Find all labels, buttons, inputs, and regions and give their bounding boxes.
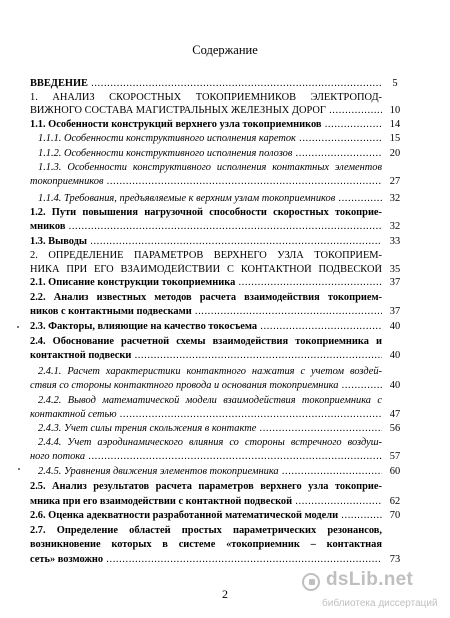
toc-entry-text: контактной подвески ..... [30, 350, 382, 362]
toc-entry-page: 60 [389, 466, 401, 477]
toc-entry-text: 2.4.2. Вывод математической модели взаимодействия токоприемника с [38, 395, 382, 406]
watermark [300, 568, 448, 614]
toc-entry-page: 14 [389, 119, 401, 130]
toc-entry-page: 57 [389, 451, 401, 462]
toc-entry-text: токоприемников ..... [30, 176, 382, 188]
toc-entry-text: 1.1.3. Особенности конструктивного исполнения контактных элементов [38, 162, 382, 173]
toc-entry-text: 1. АНАЛИЗ СКОРОСТНЫХ ТОКОПРИЕМНИКОВ ЭЛЕКТРОПОД- [30, 92, 382, 103]
toc-entry-page: 37 [389, 306, 401, 317]
toc-entry-text: контактной сетью ..... [30, 409, 382, 421]
toc-entry-page: 40 [389, 380, 401, 391]
page-number: 2 [222, 587, 228, 601]
toc-entry-text: ВВЕДЕНИЕ ..... [30, 78, 382, 90]
toc-entry-text: 2.4.1. Расчет характеристики контактного нажатия с учетом воздей- [38, 366, 382, 377]
toc-entry-text: 2.4.3. Учет силы трения скольжения в контакте ..... [38, 423, 382, 435]
toc-entry-page: 70 [389, 510, 401, 521]
toc-entry-text: 1.2. Пути повышения нагрузочной способности скоростных токоприе- [30, 207, 382, 218]
toc-entry-text: ников с контактными подвесками ..... [30, 306, 382, 318]
toc-entry-text: 2. ОПРЕДЕЛЕНИЕ ПАРАМЕТРОВ ВЕРХНЕГО УЗЛА ТОКОПРИЕМ- [30, 250, 382, 261]
toc-entry-page: 5 [392, 78, 398, 89]
watermark-logo [300, 568, 448, 596]
toc-entry-text: 2.3. Факторы, влияющие на качество токосъема ..... [30, 321, 382, 333]
toc-entry-page: 40 [389, 350, 401, 361]
toc-entry-text: 2.4.4. Учет аэродинамического влияния со стороны встречного воздуш- [38, 437, 382, 448]
page-title: Содержание [192, 43, 258, 57]
toc-entry-text: мника при его взаимодействии с контактной подвеской ..... [30, 496, 382, 508]
toc-entry-text: 2.6. Оценка адекватности разработанной математической модели ..... [30, 510, 382, 522]
toc-entry-text: 1.1. Особенности конструкций верхнего узла токоприемников ..... [30, 119, 382, 131]
toc-entry-page: 15 [389, 133, 401, 144]
toc-entry-page: 32 [389, 221, 401, 232]
toc-entry-text: ного потока ..... [30, 451, 382, 463]
toc-entry-text: сеть» возможно ..... [30, 554, 382, 566]
toc-entry-page: 35 [389, 264, 401, 275]
toc-entry-text: 2.1. Описание конструкции токоприемника ..... [30, 277, 382, 289]
toc-entry-page: 33 [389, 236, 401, 247]
watermark-name: dsLib.net [326, 569, 414, 590]
toc-entry-text: ствия со стороны контактного провода и основания токоприемника ..... [30, 380, 382, 392]
toc-entry-page: 73 [389, 554, 401, 565]
toc-entry-text: 1.1.4. Требования, предъявляемые к верхним узлам токоприемников ..... [38, 193, 382, 205]
scan-speck [17, 326, 19, 328]
toc-entry-page: 37 [389, 277, 401, 288]
watermark-subtitle: библиотека диссертаций [322, 598, 438, 609]
toc-entry-text: ВИЖНОГО СОСТАВА МАГИСТРАЛЬНЫХ ЖЕЛЕЗНЫХ ДОРОГ ..... [30, 105, 382, 117]
book-icon [302, 573, 320, 591]
toc-entry-text: 2.4. Обоснование расчетной схемы взаимодействия токоприемника и [30, 336, 382, 347]
toc-entry-text: 2.5. Анализ результатов расчета параметров верхнего узла токоприе- [30, 481, 382, 492]
toc-entry-page: 47 [389, 409, 401, 420]
toc-entry-text: 1.3. Выводы ..... [30, 236, 382, 248]
toc-entry-page: 32 [389, 193, 401, 204]
toc-entry-text: 1.1.1. Особенности конструктивного исполнения кареток ..... [38, 133, 382, 145]
toc-entry-text: 2.4.5. Уравнения движения элементов токоприемника ..... [38, 466, 382, 478]
toc-entry-page: 10 [389, 105, 401, 116]
toc-entry-page: 20 [389, 148, 401, 159]
toc-entry-text: возникновение которых в системе «токоприемник – контактная [30, 539, 382, 550]
scan-speck [18, 468, 20, 470]
toc-entry-page: 56 [389, 423, 401, 434]
toc-entry-page: 27 [389, 176, 401, 187]
toc-entry-page: 40 [389, 321, 401, 332]
toc-entry-text: мников ..... [30, 221, 382, 233]
toc-entry-text: 2.7. Определение областей простых параметрических резонансов, [30, 525, 382, 536]
toc-entry-text: НИКА ПРИ ЕГО ВЗАИМОДЕЙСТВИИ С КОНТАКТНОЙ ПОДВЕСКОЙ [30, 264, 382, 275]
toc-entry-page: 62 [389, 496, 401, 507]
toc-entry-text: 2.2. Анализ известных методов расчета взаимодействия токоприем- [30, 292, 382, 303]
toc-entry-text: 1.1.2. Особенности конструктивного исполнения полозов ..... [38, 148, 382, 160]
